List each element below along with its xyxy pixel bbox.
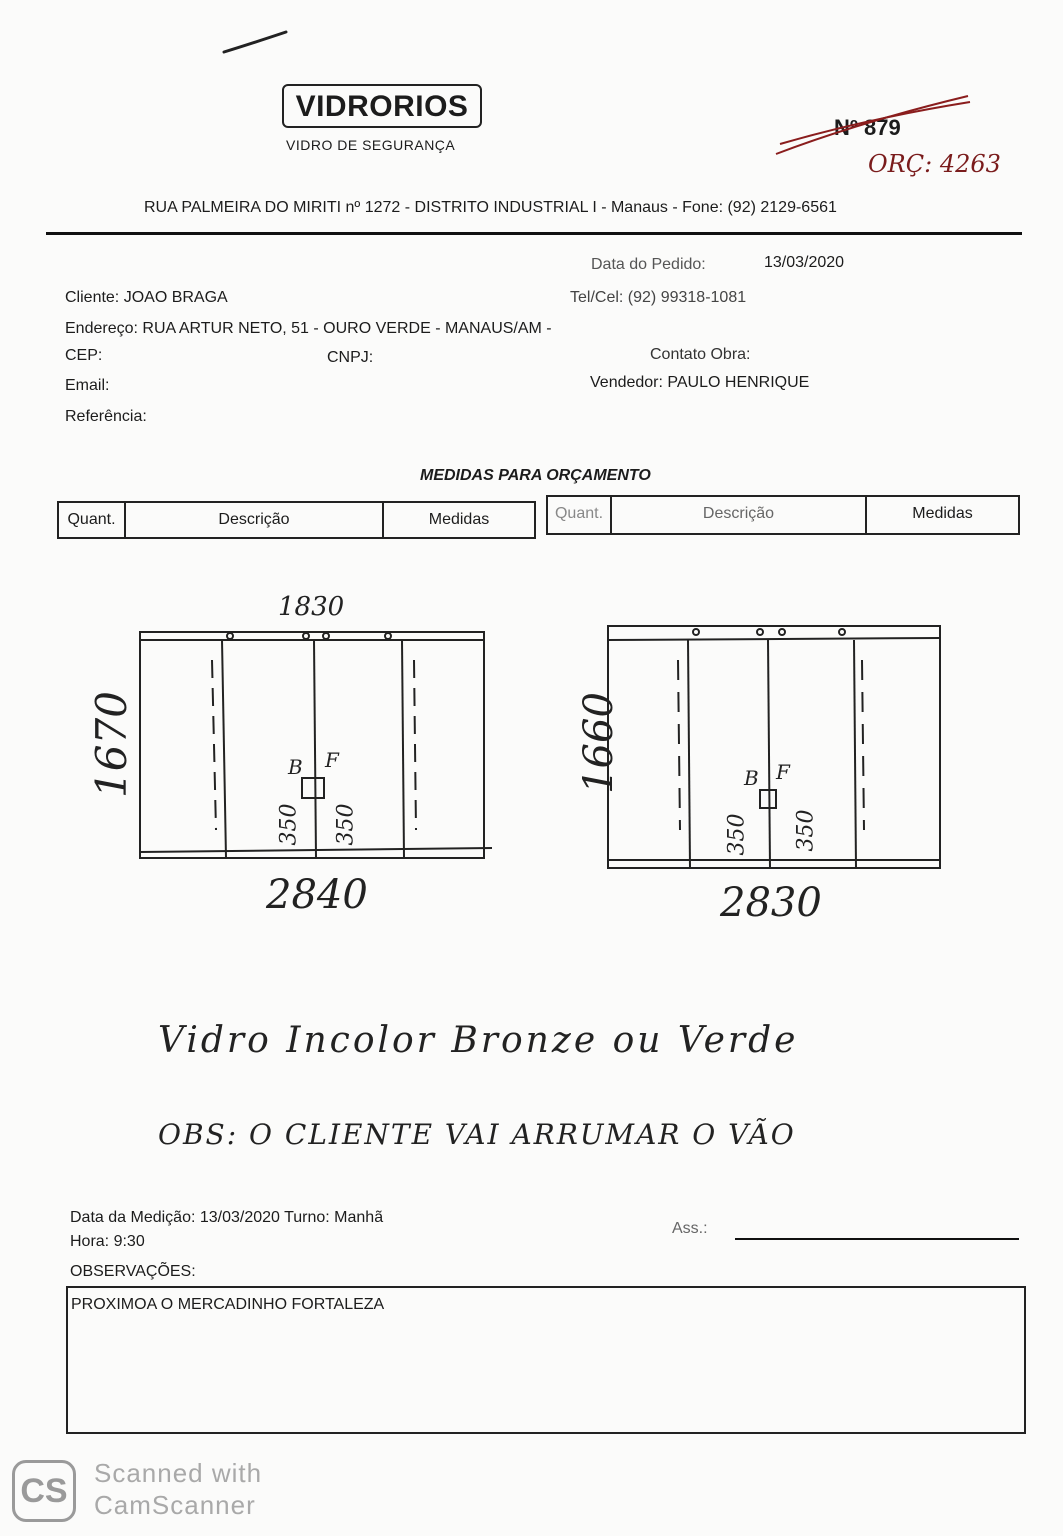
dim-bottom-left: 2840 xyxy=(266,872,368,918)
order-date-value: 13/03/2020 xyxy=(764,254,845,271)
dim-top-left: 1830 xyxy=(278,592,345,622)
client-name: Cliente: JOAO BRAGA xyxy=(65,289,228,306)
col-quant: Quant. xyxy=(548,497,612,533)
col-descricao: Descrição xyxy=(126,503,384,537)
handwritten-note-glass: Vidro Incolor Bronze ou Verde xyxy=(158,1020,799,1061)
order-number: Nº 879 xyxy=(834,115,901,140)
client-address: Endereço: RUA ARTUR NETO, 51 - OURO VERDE - MANAUS/AM - xyxy=(65,320,552,337)
table-title: MEDIDAS PARA ORÇAMENTO xyxy=(420,467,651,484)
inner-dim-right-1: 350 xyxy=(724,813,750,856)
table-header-right xyxy=(546,495,1020,535)
col-medidas: Medidas xyxy=(428,511,490,528)
handwritten-note-obs: OBS: O CLIENTE VAI ARRUMAR O VÃO xyxy=(158,1118,796,1151)
reference-label: Referência: xyxy=(65,408,147,425)
client-phone: Tel/Cel: (92) 99318-1081 xyxy=(570,289,747,306)
orc-number: ORÇ: 4263 xyxy=(868,150,1001,178)
dim-side-left: 1670 xyxy=(86,691,136,798)
watermark-line2: CamScanner xyxy=(94,1490,256,1520)
header-divider xyxy=(46,232,1022,235)
col-descricao: Descrição xyxy=(612,497,867,533)
signature-line xyxy=(735,1238,1019,1240)
company-logo xyxy=(282,84,482,128)
mark-b-right: B xyxy=(744,766,759,790)
col-quant: Quant. xyxy=(59,503,126,537)
inner-dim-right-2: 350 xyxy=(793,809,819,852)
order-date-label: Data do Pedido: xyxy=(591,256,706,273)
watermark-line1: Scanned with xyxy=(94,1458,263,1488)
observations-box xyxy=(66,1286,1026,1434)
company-address: RUA PALMEIRA DO MIRITI nº 1272 - DISTRITO INDUSTRIAL I - Manaus - Fone: (92) 2129-6561 xyxy=(144,199,837,216)
logo-text: VIDRORIOS xyxy=(295,90,469,123)
signature-label: Ass.: xyxy=(672,1220,708,1237)
seller-name: Vendedor: PAULO HENRIQUE xyxy=(590,374,810,391)
measurement-hour: Hora: 9:30 xyxy=(70,1233,145,1250)
email-label: Email: xyxy=(65,377,110,394)
logo-tagline: VIDRO DE SEGURANÇA xyxy=(286,137,456,153)
measurement-date: Data da Medição: 13/03/2020 Turno: Manhã xyxy=(70,1209,384,1226)
table-header-left xyxy=(57,501,536,539)
pen-scribble xyxy=(220,28,300,58)
window-sketch-right xyxy=(600,620,950,890)
observations-label: OBSERVAÇÕES: xyxy=(70,1263,196,1280)
mark-f-left: F xyxy=(325,748,339,772)
camscanner-logo: CS xyxy=(12,1460,76,1522)
mark-b-left: B xyxy=(288,755,303,779)
inner-dim-left-1: 350 xyxy=(276,803,302,846)
dim-bottom-right: 2830 xyxy=(720,880,822,926)
inner-dim-left-2: 350 xyxy=(333,803,359,846)
dim-side-right: 1660 xyxy=(575,692,622,794)
contact-label: Contato Obra: xyxy=(650,346,751,363)
observations-text: PROXIMOA O MERCADINHO FORTALEZA xyxy=(71,1296,385,1313)
cep-label: CEP: xyxy=(65,347,103,364)
mark-f-right: F xyxy=(776,760,790,784)
col-medidas: Medidas xyxy=(912,505,973,522)
cnpj-label: CNPJ: xyxy=(327,349,374,366)
